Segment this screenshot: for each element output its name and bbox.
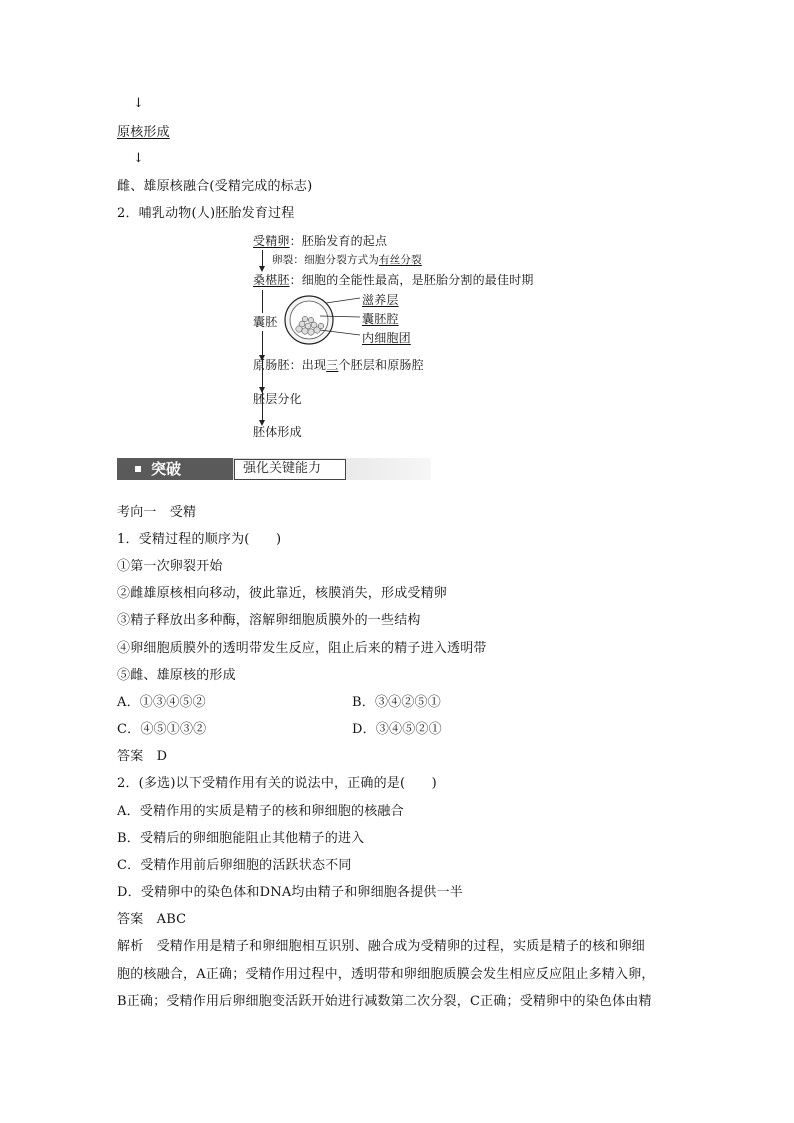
down-arrow-icon: ↓ — [133, 151, 144, 166]
q1-option-a: A．①③④⑤② — [117, 695, 206, 710]
q1-option-b: B．③④②⑤① — [352, 695, 441, 710]
label-blastocoel: 囊胚腔 — [362, 312, 399, 326]
cleavage-label: 卵裂：细胞分裂方式为 — [272, 254, 379, 266]
morula-term: 桑椹胚 — [253, 273, 290, 287]
q1-option-c: C．④⑤①③② — [117, 722, 207, 737]
section-banner — [117, 458, 431, 482]
germ-layer-differentiation: 胚层分化 — [253, 392, 302, 406]
q2-analysis-line: B正确；受精作用后卵细胞变活跃开始进行减数第二次分裂，C正确；受精卵中的染色体由精 — [117, 994, 652, 1009]
flow-step-fusion: 雌、雄原核融合(受精完成的标志) — [117, 179, 313, 194]
section-heading: 2．哺乳动物(人)胚胎发育过程 — [117, 206, 295, 221]
label-inner-cell-mass: 内细胞团 — [362, 331, 411, 345]
q2-option-c: C．受精作用前后卵细胞的活跃状态不同 — [117, 858, 352, 873]
zygote-line — [253, 232, 387, 250]
cleavage-mode: 有丝分裂 — [379, 254, 422, 266]
q1-item: ②雌雄原核相向移动，彼此靠近，核膜消失，形成受精卵 — [117, 586, 448, 601]
banner-title: 突破 — [151, 460, 182, 478]
q1-item: ⑤雌、雄原核的形成 — [117, 668, 236, 683]
down-arrow-icon: ↓ — [133, 96, 144, 111]
q1-option-d: D．③④⑤②① — [352, 722, 442, 737]
cleavage-line — [272, 252, 422, 268]
square-bullet-icon — [135, 466, 141, 472]
q1-stem: 1．受精过程的顺序为( ) — [117, 532, 282, 547]
label-trophoblast: 滋养层 — [362, 293, 399, 307]
morula-line — [253, 271, 534, 289]
zygote-desc: ：胚胎发育的起点 — [289, 234, 388, 248]
blastocyst-label: 囊胚 — [253, 315, 278, 329]
q2-option-d: D．受精卵中的染色体和DNA均由精子和卵细胞各提供一半 — [117, 885, 464, 900]
q1-item: ①第一次卵裂开始 — [117, 559, 223, 574]
zygote-term: 受精卵 — [253, 234, 290, 248]
morula-desc: ：细胞的全能性最高，是胚胎分割的最佳时期 — [289, 273, 534, 287]
flow-step-pronucleus: 原核形成 — [117, 125, 170, 140]
q2-analysis-line: 解析 受精作用是精子和卵细胞相互识别、融合成为受精卵的过程，实质是精子的核和卵细 — [117, 939, 646, 954]
q2-answer: 答案 ABC — [117, 912, 187, 927]
q1-item: ④卵细胞质膜外的透明带发生反应，阻止后来的精子进入透明带 — [117, 641, 487, 656]
q1-answer: 答案 D — [117, 749, 168, 764]
gastrula-line: 原肠胚：出现三个胚层和原肠腔 — [253, 358, 424, 372]
q2-option-b: B．受精后的卵细胞能阻止其他精子的进入 — [117, 831, 365, 846]
q1-item: ③精子释放出多种酶，溶解卵细胞质膜外的一些结构 — [117, 613, 421, 628]
banner-subtitle: 强化关键能力 — [243, 461, 322, 476]
body-formation: 胚体形成 — [253, 425, 302, 439]
direction-heading: 考向一 受精 — [117, 505, 197, 520]
q2-analysis-line: 胞的核融合，A正确；受精作用过程中，透明带和卵细胞质膜会发生相应反应阻止多精入卵， — [117, 967, 655, 982]
q2-stem: 2．(多选)以下受精作用有关的说法中，正确的是( ) — [117, 776, 437, 791]
embryo-development-diagram — [250, 228, 570, 443]
q2-option-a: A．受精作用的实质是精子的核和卵细胞的核融合 — [117, 804, 404, 819]
